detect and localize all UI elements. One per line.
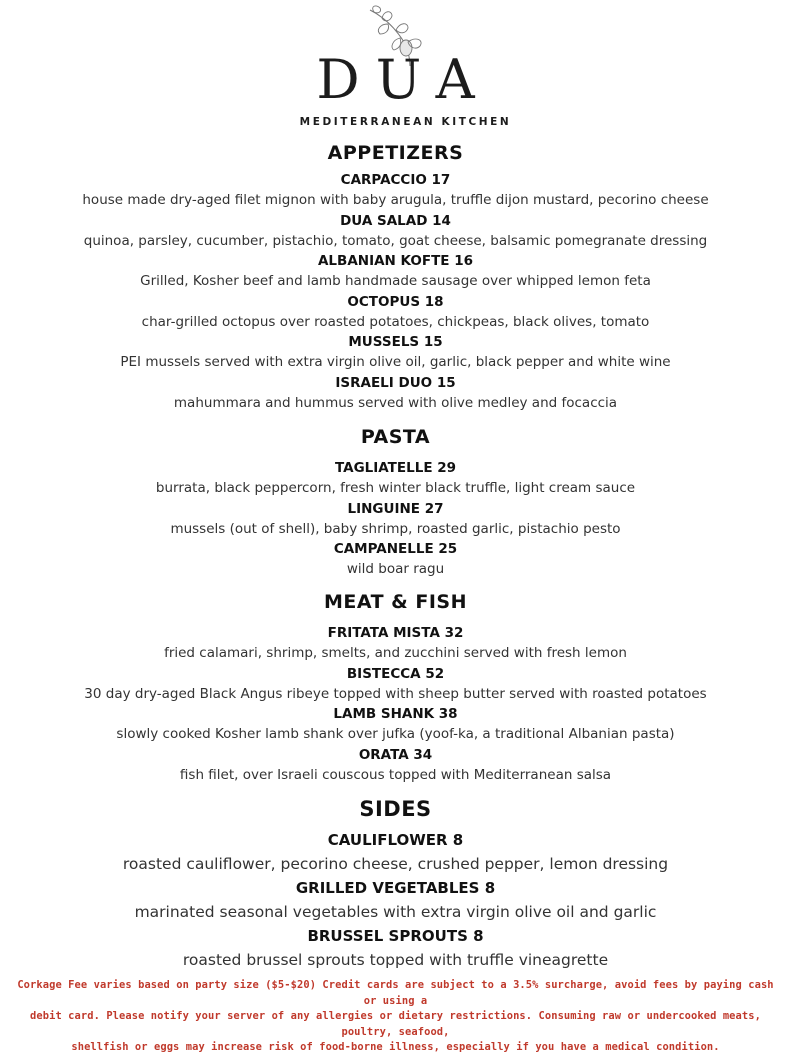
section-title: PASTA [360, 426, 431, 448]
menu-item-name: ORATA 34 [358, 746, 433, 763]
menu-item-desc: wild boar ragu [346, 561, 445, 577]
menu-item-desc: burrata, black peppercorn, fresh winter black truffle, light cream sauce [155, 480, 636, 496]
footer-disclaimer [8, 978, 783, 1056]
footer-line: Corkage Fee varies based on party size ($5-$20) Credit cards are subject to a 3.5% surcharge, avoid fees by paying cash or using a [17, 979, 774, 1007]
section-meat-fish [0, 589, 791, 785]
menu-item-desc: mussels (out of shell), baby shrimp, roasted garlic, pistachio pesto [170, 520, 621, 537]
menu-item-desc: fish filet, over Israeli couscous topped with Mediterranean salsa [179, 766, 612, 783]
menu-item-name: LINGUINE 27 [347, 500, 444, 517]
brand-name: DUA [316, 48, 491, 111]
brand-tagline: MEDITERRANEAN KITCHEN [299, 116, 512, 128]
footer-line: shellfish or eggs may increase risk of food-borne illness, especially if you have a medical condition. [71, 1041, 720, 1053]
section-title: APPETIZERS [327, 142, 464, 164]
menu-item-name: ALBANIAN KOFTE 16 [317, 253, 474, 269]
menu-item-desc: marinated seasonal vegetables with extra virgin olive oil and garlic [134, 903, 657, 921]
footer-line: debit card. Please notify your server of any allergies or dietary restrictions. Consuming raw or undercooked meats, poultry, seafood, [30, 1010, 761, 1038]
menu-item-name: LAMB SHANK 38 [333, 706, 458, 722]
menu-item-desc: Grilled, Kosher beef and lamb handmade sausage over whipped lemon feta [140, 273, 651, 289]
menu-item-desc: roasted cauliflower, pecorino cheese, crushed pepper, lemon dressing [122, 855, 669, 873]
menu-item-name: BISTECCA 52 [346, 665, 445, 682]
logo [0, 0, 791, 140]
menu-item-name: MUSSELS 15 [348, 334, 443, 350]
menu-item-name: FRITATA MISTA 32 [327, 625, 464, 641]
menu-item-name: OCTOPUS 18 [347, 293, 444, 310]
section-appetizers [0, 140, 791, 413]
section-title: SIDES [359, 797, 432, 821]
menu-item-name: GRILLED VEGETABLES 8 [295, 879, 496, 897]
menu-item-desc: fried calamari, shrimp, smelts, and zucchini served with fresh lemon [164, 645, 627, 661]
menu-item-desc: roasted brussel sprouts topped with truffle vineagrette [182, 951, 609, 969]
menu-item-name: BRUSSEL SPROUTS 8 [307, 927, 484, 945]
menu-item-desc: quinoa, parsley, cucumber, pistachio, tomato, goat cheese, balsamic pomegranate dressing [83, 232, 708, 249]
menu-item-name: CAULIFLOWER 8 [327, 831, 464, 849]
menu-item-desc: 30 day dry-aged Black Angus ribeye topped with sheep butter served with roasted potatoes [84, 685, 707, 702]
section-title: MEAT & FISH [323, 591, 467, 613]
menu-item-name: CAMPANELLE 25 [333, 541, 458, 557]
menu-item-desc: mahummara and hummus served with olive medley and focaccia [173, 394, 618, 411]
menu-item-name: DUA SALAD 14 [340, 212, 451, 229]
section-sides [0, 795, 791, 972]
menu-item-desc: house made dry-aged filet mignon with baby arugula, truffle dijon mustard, pecorino cheese [82, 192, 709, 208]
menu-item-name: ISRAELI DUO 15 [335, 374, 456, 391]
menu-item-name: CARPACCIO 17 [340, 172, 451, 188]
menu-item-name: TAGLIATELLE 29 [334, 460, 457, 476]
menu-item-desc: char-grilled octopus over roasted potatoes, chickpeas, black olives, tomato [141, 313, 650, 330]
menu-item-desc: slowly cooked Kosher lamb shank over jufka (yoof-ka, a traditional Albanian pasta) [116, 726, 675, 742]
section-pasta [0, 424, 791, 580]
menu-item-desc: PEI mussels served with extra virgin olive oil, garlic, black pepper and white wine [120, 354, 671, 370]
